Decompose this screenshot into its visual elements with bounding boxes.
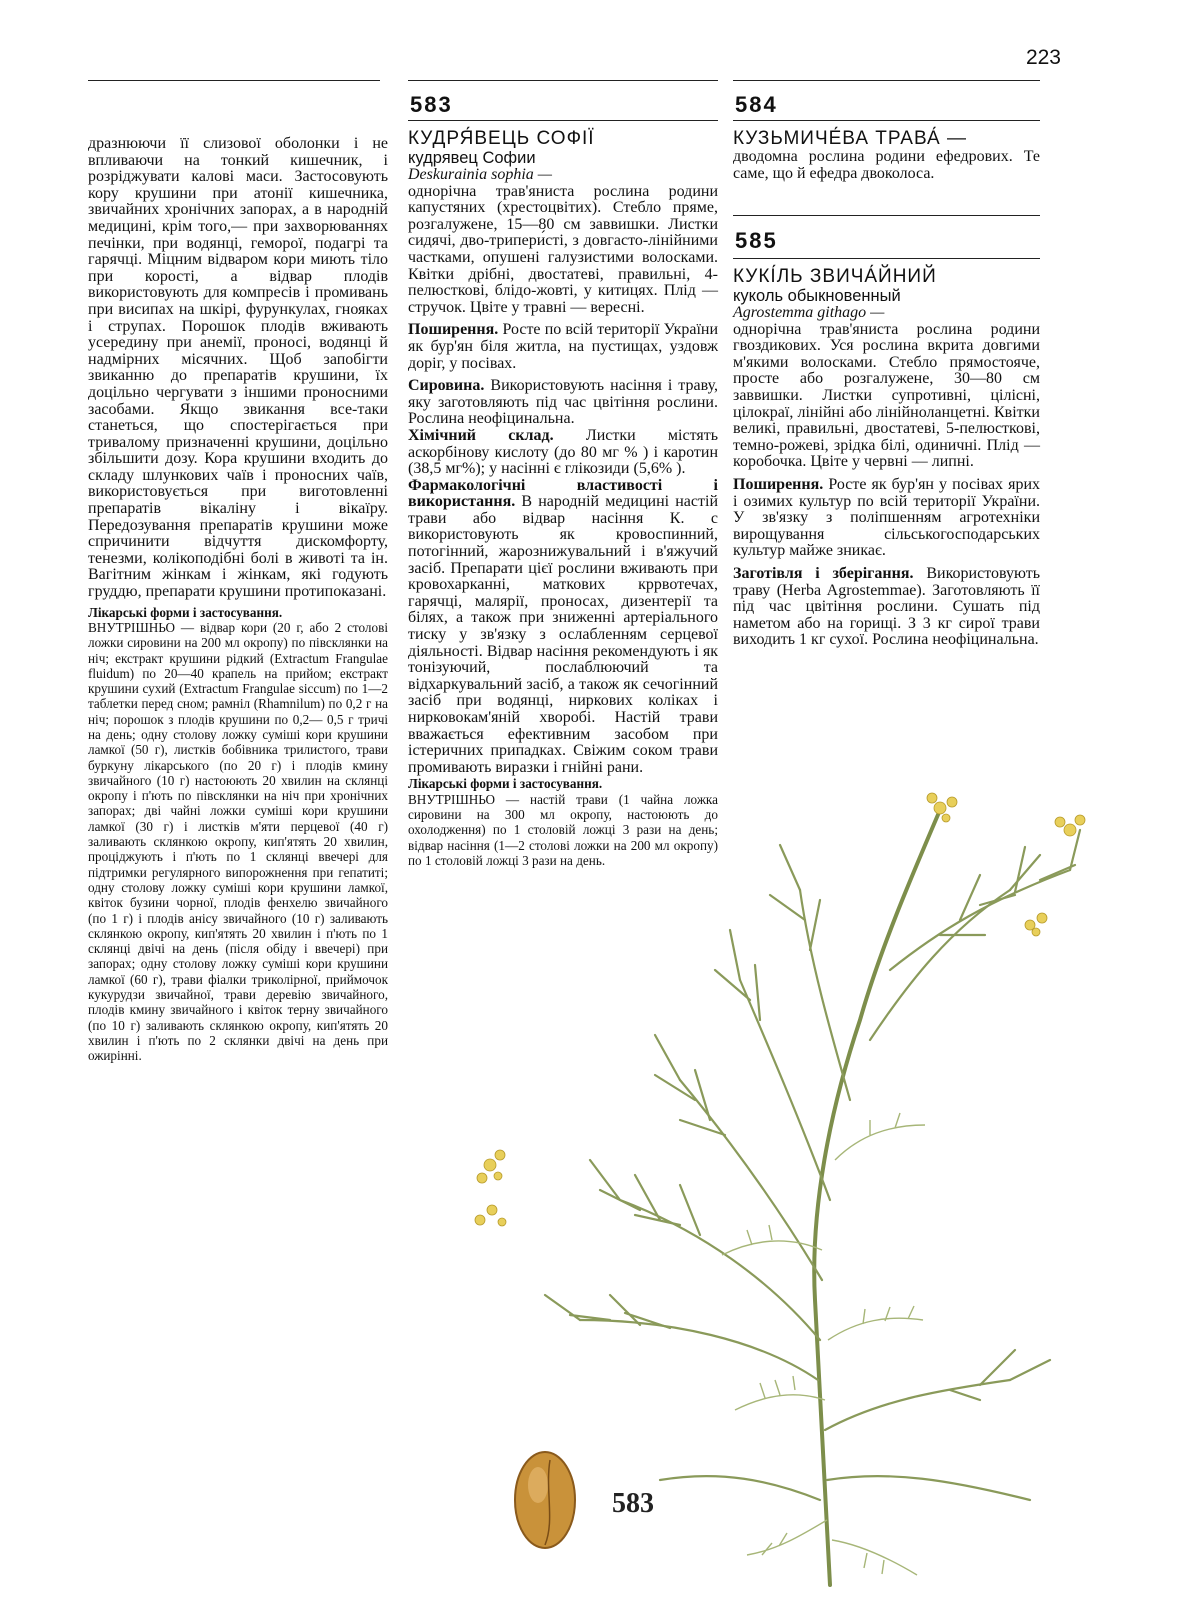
entry-title: КУЗЬМИЧЕ́ВА ТРАВА́ — xyxy=(733,128,967,149)
description: однорічна трав'яниста рослина родини гвоздикових. Уся рослина вкрита довгими м'якими волосками. Стебло прямостояче, просте або розгалужене, 30—80 см заввишки. Листки супротивні, цілісні, цілокраї, лінійні або лінійноланцетні. Квітки великі, правильні, двостатеві, 5-пелюсткові, темно-рожеві, зрідка білі, одиничні. Плід — коробочка. Цвіте у червні — липні. xyxy=(733,320,1040,471)
figure-label: 583 xyxy=(612,1488,654,1519)
column-1 xyxy=(88,136,388,1064)
entry-title-russian: кудрявец Софии xyxy=(408,149,536,167)
entry-number-584: 584 xyxy=(735,92,778,117)
entry-584 xyxy=(733,128,1040,182)
column-rule-2 xyxy=(408,80,718,81)
column-rule-1 xyxy=(88,80,380,81)
column-rule-3 xyxy=(733,80,1040,81)
chemistry-text: Листки містять аскорбінову кислоту (до 80 мг % ) і каротин (38,5 мг%); у насінні є глікозиди (5,6% ). xyxy=(408,426,718,478)
entry-584-rule xyxy=(733,120,1040,121)
plant-illustration xyxy=(470,780,1090,1590)
description: дводомна рослина родини ефедрових. Те саме, що й ефедра двоколоса. xyxy=(733,148,1040,182)
entry-title-russian: куколь обыкновенный xyxy=(733,287,901,305)
entry-583 xyxy=(408,128,718,868)
description: однорічна трав'яниста рослина родини капустяних (хрестоцвітих). Стебло пряме, розгалужене, 15—80 см заввишки. Листки сидячі, дво-трипери́сті, з довгасто-лінійними частками, опушені галузистими волосками. Квітки дрібні, двостатеві, правильні, 4-пелюсткові, блідо-жовті, у китицях. Плід — стручок. Цвіте у травні — вересні. xyxy=(408,182,718,316)
entry-number-583: 583 xyxy=(410,92,453,117)
harvest-text: Використовують траву (Herba Agrostemmae). Заготовляють її під час цвітіння рослини. Сушать під наметом або на горищі. З 3 кг сирої трави виходить 1 кг сухої. Рослина неофіцинальна. xyxy=(733,564,1041,649)
spread-text: Росте як бур'ян у посівах ярих і озимих культур по всій території України. У зв'язку з поліпшенням агротехніки вирощування сільськогосподарських культур майже зникає. xyxy=(733,475,1041,560)
spread-heading: Поширення. xyxy=(408,321,499,339)
spread-text: Росте по всій території України як бур'ян біля житла, на пустищах, уздовж доріг, у посівах. xyxy=(408,321,719,372)
pharmacology-text: В народній медицині настій трави або відвар насіння К. с використовують як кровоспинний, потогінний, жарознижувальний і в'яжучий засіб. Препарати цієї рослини вживають при кровохарканні, маткових кррвотечах, гарячці, малярії, проносах, дизентерії та білях, а також при зниженні артеріального тиску у зв'язку з ослабленням серцевої діяльності. Відвар насіння рекомендують і як тонізуючий, послаблюючий та відхаркувальний засіб, а також як сечогінний засіб при водянці, ниркових коліках і нирковокам'яній хворобі. Настій трави вважається ефективним засобом при істеричних припадках. Свіжим соком трави промивають виразки і гнійні рани. xyxy=(408,493,718,776)
entry-585-rule xyxy=(733,258,1040,259)
entry-585 xyxy=(733,266,1040,649)
page-number: 223 xyxy=(1025,46,1061,69)
seed-illustration xyxy=(515,1452,575,1548)
spread-heading: Поширення. xyxy=(733,475,824,493)
latin-name: Deskurainia sophia — xyxy=(408,166,552,183)
entry-583-rule xyxy=(408,120,718,121)
harvest-heading: Заготівля і зберігання. xyxy=(733,564,914,582)
raw-material-text: Використовують насіння і траву, яку заготовляють під час цвітіння рослини. Рослина неофіцинальна. xyxy=(408,377,718,428)
entry-title: КУКІ́ЛЬ ЗВИЧА́ЙНИЙ xyxy=(733,266,937,287)
latin-name: Agrostemma githago — xyxy=(733,304,885,321)
body-text: дразнюючи її слизової оболонки і не впливаючи на тонкий кишечник, і розріджувати калові маси. Застосовують кору крушини при атонії кишечника, звичайних хронічних запорах, а в народній медицині, крім того,— при захворюваннях печінки, при водянці, геморої, подагрі та гарячці. Міцним відваром кори миють тіло при корості, а відвар плодів використовують для компресів і промивань при висипах на шкірі, фурункулах, гнояках і струпах. Порошок плодів вживають усередину при анемії, проносі, водянці й надмірних місячних. Щоб запобігти звиканню до препаратів крушини, їх доцільно чергувати з іншими проносними засобами. Якщо звикання все-таки станеться, що спостерігається при тривалому призначенні крушини, доцільно збільшити дозу. Кора крушини входить до складу шлункових чаїв і проносних чаїв, використовується при виготовленні препаратів вікаліну і вікаїру. Передозування препаратів крушини може спричинити відчуття дискомфорту, тенезми, колікоподібні болі в животі та ін. Вагітним жінкам і жінкам, які годують груддю, препарати крушини протипоказані. xyxy=(88,135,388,601)
forms-heading: Лікарські форми і застосування. xyxy=(88,604,283,620)
entry-title: КУДРЯ́ВЕЦЬ СОФІЇ xyxy=(408,128,595,149)
forms-heading: Лікарські форми і застосування. xyxy=(408,776,603,792)
entry-number-585: 585 xyxy=(735,228,778,253)
pharmacology-heading: Фармакологічні властивості і використання. xyxy=(408,476,718,511)
raw-material-heading: Сировина. xyxy=(408,377,485,395)
forms-text: ВНУТРІШНЬО — настій трави (1 чайна ложка сировини на 300 мл окропу, настоюють до охолодження) по 1 столовій ложці 3 рази на день; відвар насіння (1—2 столові ложки на 200 мл окропу) по 1 столовій ложці 3 рази на день. xyxy=(408,791,718,868)
forms-text: ВНУТРІШНЬО — відвар кори (20 г, або 2 столові ложки сировини на 200 мл окропу) по півсклянки на ніч; екстракт крушини рідкий (Extractum Frangulae fluidum) по 20—40 крапель на прийом; екстракт крушини сухий (Extractum Frangulae siccum) по 1—2 таблетки перед сном; рамніл (Rhamnilum) по 0,2 г на ніч; порошок з плодів крушини по 0,2— 0,5 г тричі на день; одну столову ложку суміші кори крушини ламкої (50 г), листків бобівника трилистого, трави буркуну лікарського (по 20 г) і плодів кмину звичайного (10 г) настоюють 20 хвилин на склянці окропу і п'ють по півсклянки на ніч при хронічних запорах; дві чайні ложки суміші кори крушини ламкої (30 г) і листків м'яти перцевої (40 г) заливають склянкою окропу, кип'ятять 20 хвилин, проціджують і п'ють по 1 склянці ввечері для підтримки регулярного випорожнення при гепатиті; одну столову ложку суміші кори крушини ламкої, квіток бузини чорної, плодів фенхелю звичайного (по 1 г) і плодів анісу звичайного (10 г) заливають склянкою окропу, кип'ятять 20 хвилин і п'ють по 1 склянці двічі на день (після обіду і ввечері) при запорах; одну столову ложку суміші кори крушини ламкої (60 г), трави фіалки триколірної, приймочок кукурудзи звичайної, трави деревію звичайного, плодів кмину звичайного і квіток терну звичайного (по 10 г) заливають склянкою окропу, кип'ятять 20 хвилин і п'ють по 2 склянки двічі на день при ожирінні. xyxy=(88,619,388,1064)
chemistry-heading: Хімічний склад. xyxy=(408,426,554,444)
entry-585-top-rule xyxy=(733,215,1040,216)
